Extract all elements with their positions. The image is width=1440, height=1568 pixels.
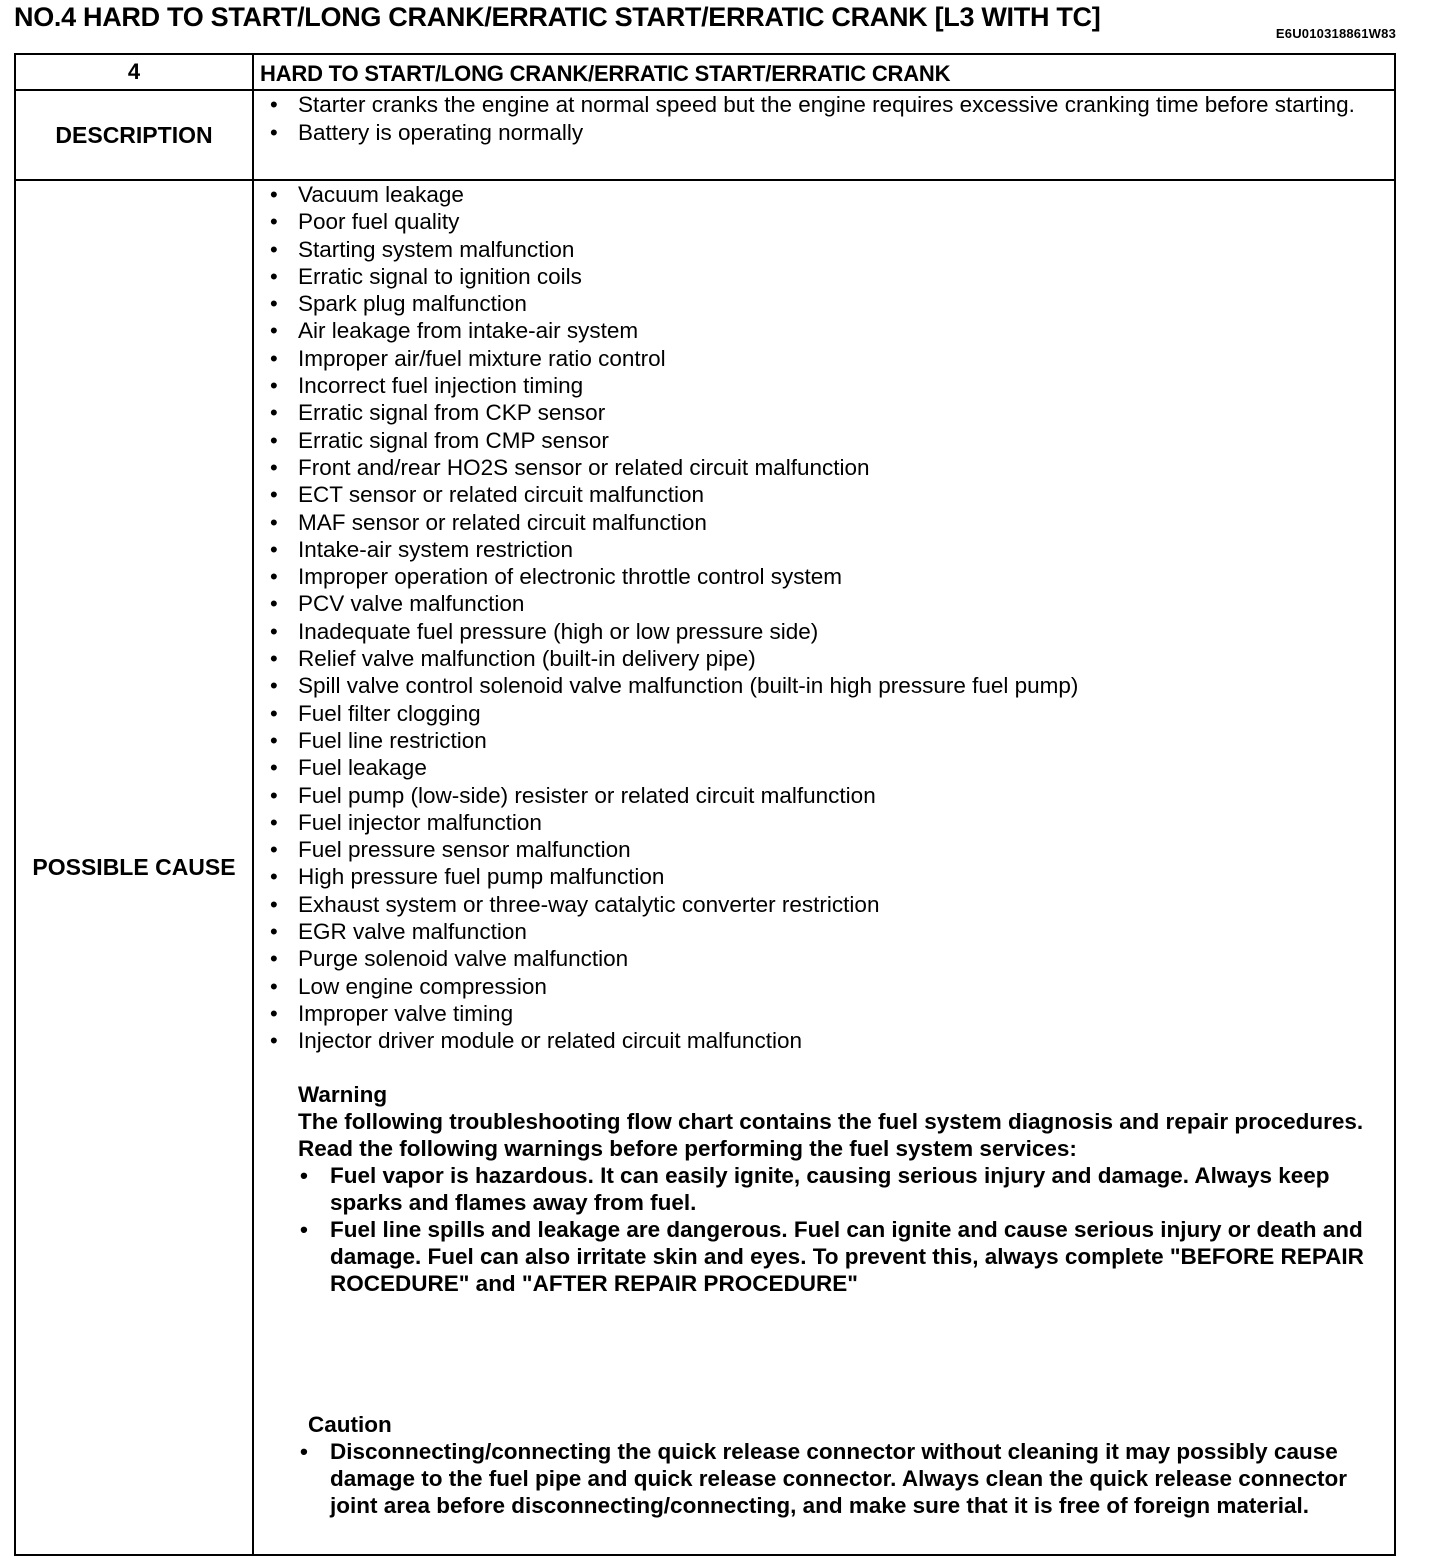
warning-title: Warning	[298, 1081, 388, 1107]
list-item: • Vacuum leakage	[254, 181, 1394, 208]
list-item: • Improper operation of electronic throttle control system	[254, 563, 1394, 590]
troubleshooting-table	[14, 53, 1396, 1556]
possible-cause-label: POSSIBLE CAUSE	[15, 180, 253, 1555]
possible-cause-row	[15, 180, 1395, 1555]
possible-cause-list	[254, 181, 1394, 1055]
warning-intro: The following troubleshooting flow chart contains the fuel system diagnosis and repair procedures. Read the following warnings before performing the fuel system services:	[298, 1108, 1364, 1161]
list-item: • Erratic signal from CMP sensor	[254, 427, 1394, 454]
list-item: • Low engine compression	[254, 973, 1394, 1000]
list-item: • ECT sensor or related circuit malfunction	[254, 481, 1394, 508]
list-item: • Erratic signal from CKP sensor	[254, 399, 1394, 426]
list-item: • Fuel pump (low-side) resister or related circuit malfunction	[254, 782, 1394, 809]
symptom-title: HARD TO START/LONG CRANK/ERRATIC START/ERRATIC CRANK	[253, 54, 1395, 90]
warning-list	[298, 1162, 1374, 1297]
list-item: • Fuel line restriction	[254, 727, 1394, 754]
list-item: • Fuel injector malfunction	[254, 809, 1394, 836]
list-item: • Intake-air system restriction	[254, 536, 1394, 563]
warning-item: • Fuel vapor is hazardous. It can easily ignite, causing serious injury and damage. Always keep sparks and flames away from fuel.	[298, 1162, 1374, 1216]
symptom-number: 4	[15, 54, 253, 90]
list-item: • Spark plug malfunction	[254, 290, 1394, 317]
caution-title: Caution	[308, 1411, 392, 1437]
description-label: DESCRIPTION	[15, 90, 253, 180]
list-item: • Purge solenoid valve malfunction	[254, 945, 1394, 972]
list-item: • MAF sensor or related circuit malfunction	[254, 509, 1394, 536]
table-header-row	[15, 54, 1395, 90]
list-item: • Fuel pressure sensor malfunction	[254, 836, 1394, 863]
list-item: • Improper air/fuel mixture ratio control	[254, 345, 1394, 372]
list-item: • Battery is operating normally	[254, 119, 1394, 147]
list-item: • Improper valve timing	[254, 1000, 1394, 1027]
caution-block	[298, 1411, 1394, 1519]
list-item: • Air leakage from intake-air system	[254, 317, 1394, 344]
list-item: • Erratic signal to ignition coils	[254, 263, 1394, 290]
caution-item: • Disconnecting/connecting the quick release connector without cleaning it may possibly cause damage to the fuel pipe and quick release connector. Always clean the quick release connector joint area before disconnecting/connecting, and make sure that it is free of foreign material.	[298, 1438, 1388, 1519]
list-item: • Starter cranks the engine at normal speed but the engine requires excessive cranking time before starting.	[254, 91, 1394, 119]
list-item: • EGR valve malfunction	[254, 918, 1394, 945]
page-title: NO.4 HARD TO START/LONG CRANK/ERRATIC START/ERRATIC CRANK [L3 WITH TC]	[14, 2, 1101, 32]
possible-cause-cell	[253, 180, 1395, 1555]
list-item: • Starting system malfunction	[254, 236, 1394, 263]
list-item: • Front and/rear HO2S sensor or related circuit malfunction	[254, 454, 1394, 481]
description-cell	[253, 90, 1395, 180]
list-item: • Fuel filter clogging	[254, 700, 1394, 727]
list-item: • Inadequate fuel pressure (high or low pressure side)	[254, 618, 1394, 645]
list-item: • Injector driver module or related circuit malfunction	[254, 1027, 1394, 1054]
list-item: • Exhaust system or three-way catalytic converter restriction	[254, 891, 1394, 918]
caution-list	[298, 1438, 1388, 1519]
list-item: • High pressure fuel pump malfunction	[254, 863, 1394, 890]
warning-block	[298, 1081, 1394, 1297]
list-item: • Fuel leakage	[254, 754, 1394, 781]
list-item: • PCV valve malfunction	[254, 590, 1394, 617]
document-code: E6U010318861W83	[1275, 26, 1396, 41]
list-item: • Poor fuel quality	[254, 208, 1394, 235]
list-item: • Incorrect fuel injection timing	[254, 372, 1394, 399]
list-item: • Relief valve malfunction (built-in delivery pipe)	[254, 645, 1394, 672]
description-row	[15, 90, 1395, 180]
warning-item: • Fuel line spills and leakage are dangerous. Fuel can ignite and cause serious injury or death and damage. Fuel can also irritate skin and eyes. To prevent this, always complete "BEFORE REPAIR ROCEDURE" and "AFTER REPAIR PROCEDURE"	[298, 1216, 1374, 1297]
list-item: • Spill valve control solenoid valve malfunction (built-in high pressure fuel pump)	[254, 672, 1394, 699]
description-list	[254, 91, 1394, 147]
